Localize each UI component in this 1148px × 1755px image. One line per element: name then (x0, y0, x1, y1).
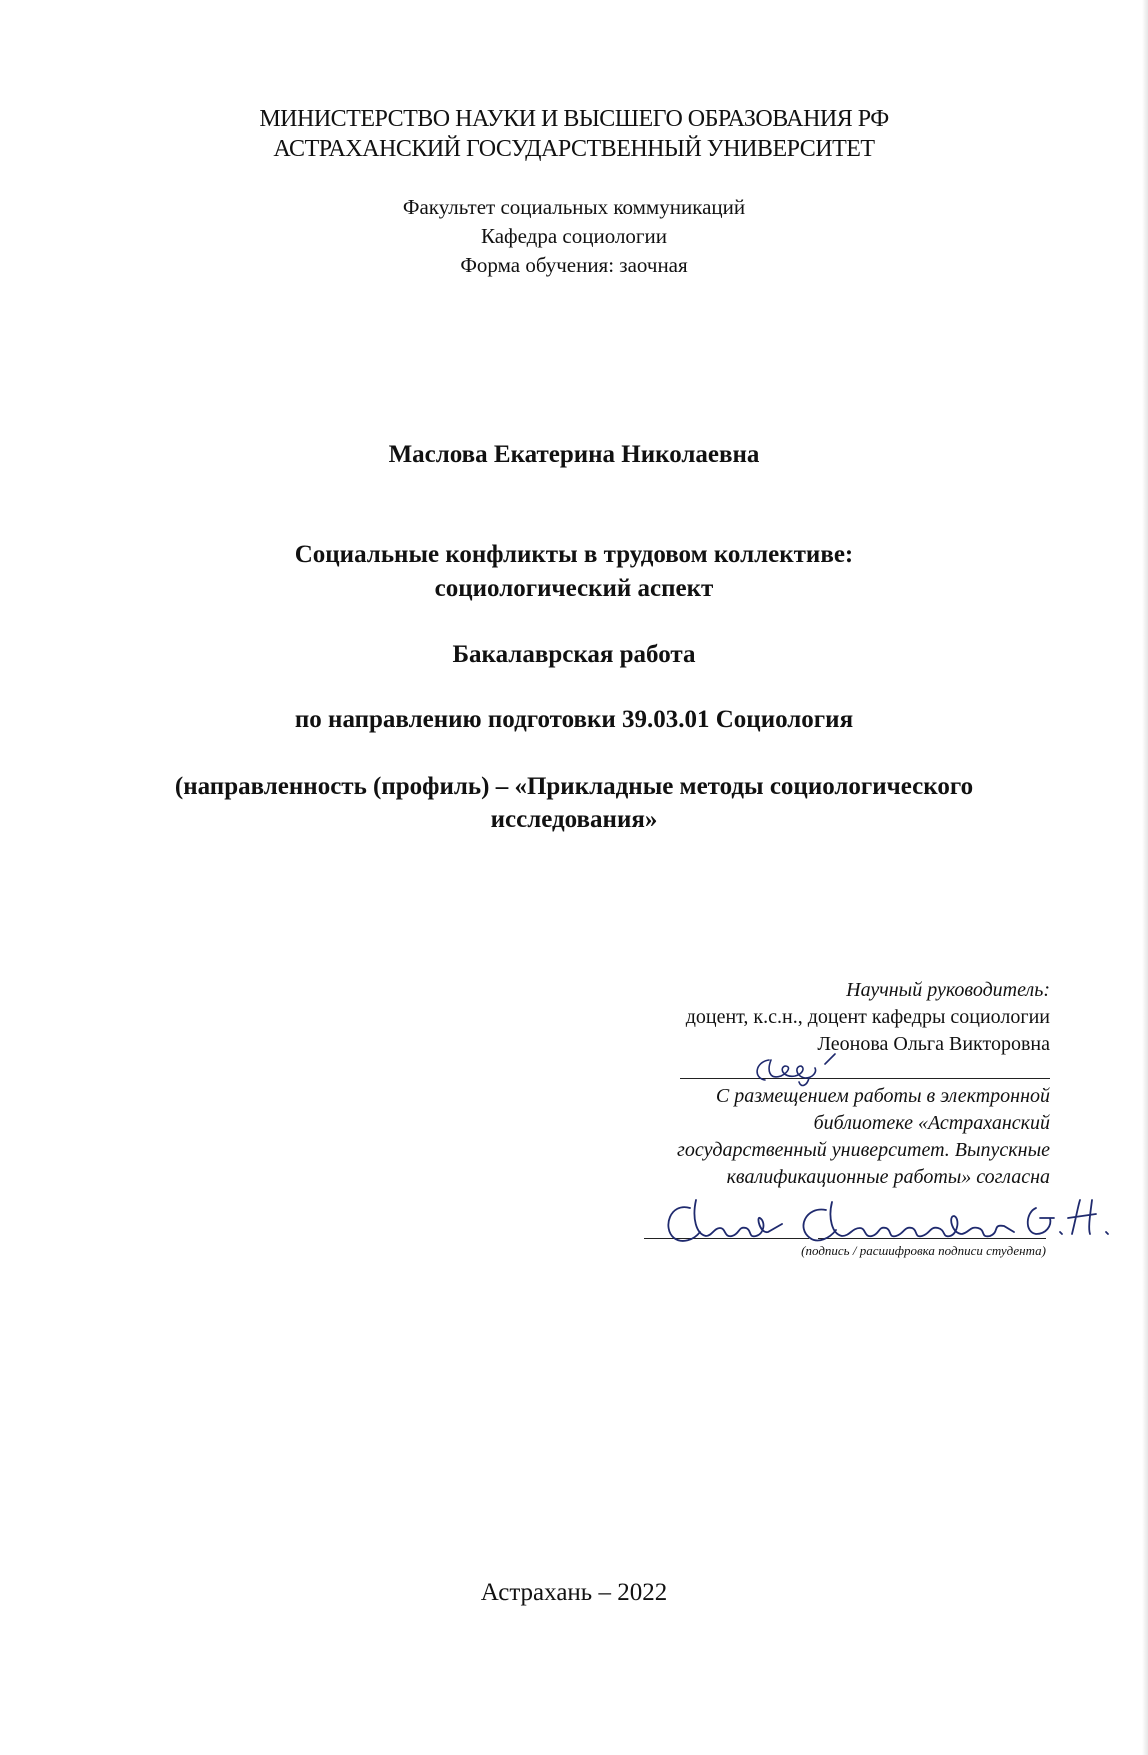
study-profile (0, 770, 1148, 836)
signature-caption: (подпись / расшифровка подписи студента) (801, 1243, 1046, 1258)
consent-line3: государственный университет. Выпускные (677, 1139, 1050, 1161)
city-year: Астрахань – 2022 (480, 1579, 668, 1606)
ministry-name: МИНИСТЕРСТВО НАУКИ И ВЫСШЕГО ОБРАЗОВАНИЯ РФ (259, 106, 889, 132)
supervisor-name: Леонова Ольга Викторовна (817, 1033, 1050, 1055)
department-name: Кафедра социологии (480, 224, 668, 248)
study-form: Форма обучения: заочная (460, 253, 688, 277)
thesis-title (0, 538, 1148, 606)
consent-line4: квалификационные работы» согласна (726, 1166, 1050, 1188)
supervisor-signature-line (680, 1078, 1050, 1079)
thesis-title-line1: Социальные конфликты в трудовом коллективе: (294, 541, 854, 568)
study-profile-line1: (направленность (профиль) – «Прикладные методы социологического (174, 773, 974, 800)
university-name: АСТРАХАНСКИЙ ГОСУДАРСТВЕННЫЙ УНИВЕРСИТЕТ (273, 136, 875, 162)
faculty-block (0, 193, 1148, 280)
supervisor-label: Научный руководитель: (846, 979, 1050, 1001)
study-direction: по направлению подготовки 39.03.01 Социология (294, 706, 854, 733)
consent-block (677, 1083, 1050, 1191)
study-profile-line2: исследования» (490, 806, 658, 833)
consent-line2: библиотеке «Астраханский (813, 1112, 1050, 1134)
supervisor-position: доцент, к.с.н., доцент кафедры социологии (685, 1006, 1050, 1028)
work-type: Бакалаврская работа (452, 641, 696, 668)
header-block (0, 104, 1148, 164)
consent-line1: С размещением работы в электронной (715, 1085, 1050, 1107)
thesis-title-line2: социологический аспект (434, 575, 714, 602)
author-name: Маслова Екатерина Николаевна (388, 441, 760, 468)
faculty-name: Факультет социальных коммуникаций (402, 195, 746, 219)
